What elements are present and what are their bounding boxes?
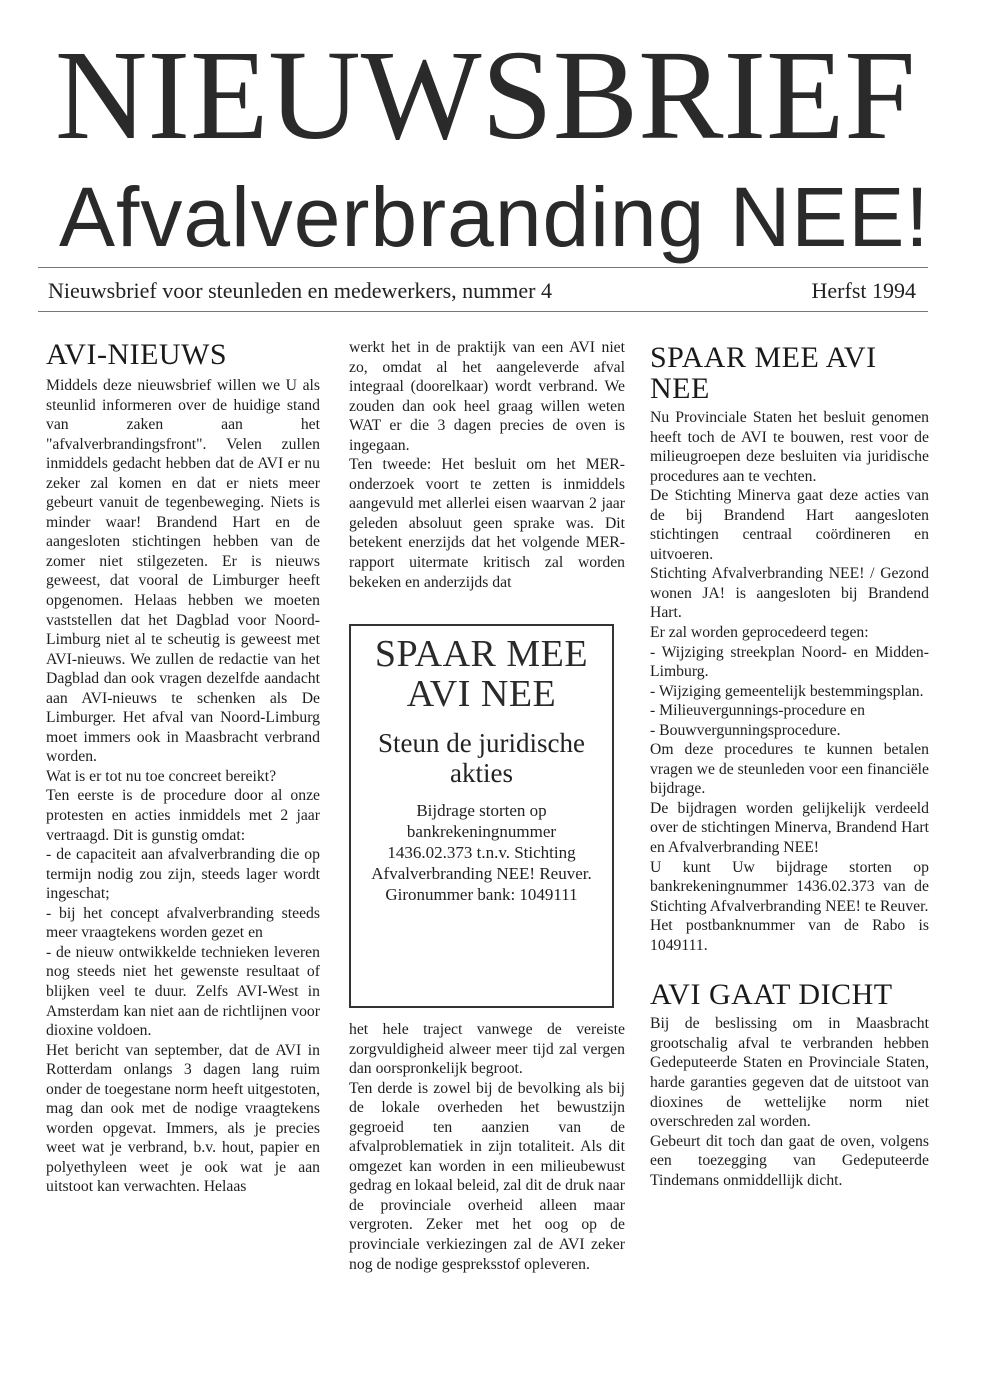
section-title-spaar-mee: SPAAR MEE AVI NEE (650, 341, 877, 405)
promo-box (349, 624, 614, 1008)
paragraph-first: Ten eerste is de procedure door al onze protesten en acties inmiddels met 2 jaar vertraagd. Dit is gunstig omdat: (46, 787, 320, 844)
header-rule-top (38, 267, 928, 268)
paragraph-september: Het bericht van september, dat de AVI in Rotterdam onlangs 3 dagen lang ruim onder de toegestane norm heeft uitgestoten, mag dan ook met de nodige vraagtekens worden opgevat. Immers, als je precies weet wat je verbrand, b.v. hout, papier en polyethyleen weet je ook wat je aan uitstoot kan verwachten. Helaas (46, 1041, 320, 1196)
paragraph-procedures-intro: Er zal worden geprocedeerd tegen: (650, 624, 869, 642)
paragraph-continued: werkt het in de praktijk van een AVI niet zo, omdat al het aangeleverde afval integraal (doorelkaar) wordt verbrand. We zouden dan ook heel graag willen weten WAT er die 3 dagen precies de oven is ingegaan. (349, 339, 625, 454)
paragraph-distribution: De bijdragen worden gelijkelijk verdeeld over de stichtingen Minerva, Brandend Hart en Afvalverbranding NEE! (650, 799, 929, 857)
list-item-bestemmingsplan: - Wijziging gemeentelijk bestemmingsplan. (650, 682, 924, 700)
promo-body: Bijdrage storten op bankrekeningnummer 1436.02.373 t.n.v. Stichting Afvalverbranding NEE! Reuver. Gironummer bank: 1049111 (371, 801, 592, 904)
paragraph-provinciale-staten: Nu Provinciale Staten het besluit genomen heeft toch de AVI te bouwen, rest voor de milieugroepen deze besluiten via juridische procedures aan te vechten. (650, 409, 929, 485)
column-middle-top (349, 338, 625, 592)
newsletter-subtitle: Afvalverbranding NEE! (59, 170, 930, 264)
newsletter-title: NIEUWSBRIEF (55, 24, 916, 166)
header-rule-bottom (38, 311, 928, 312)
list-item-milieuvergunning: - Milieuvergunnings-procedure en (650, 702, 865, 720)
paragraph-oven-closes: Gebeurt dit toch dan gaat de oven, volgens een toezegging van Gedeputeerde Tindemans onmiddellijk dicht. (650, 1132, 929, 1189)
issue-line (48, 277, 916, 305)
issue-season: Herfst 1994 (811, 278, 916, 303)
list-item-streekplan: - Wijziging streekplan Noord- en Midden-Limburg. (650, 643, 929, 681)
column-middle-bottom (349, 1020, 625, 1274)
paragraph-financial: Om deze procedures te kunnen betalen vragen we de steunleden voor een financiële bijdrage. (650, 741, 929, 798)
paragraph-third: Ten derde is zowel bij de bevolking als bij de lokale overheden het bewustzijn gegroeid ten aanzien van de afvalproblematiek in zijn totaliteit. Als dit omgezet kan worden in een milieubewust gedrag en lokaal beleid, zal dit de druk naar de provinciale overheid alleen maar vergroten. Zeker met het oog op de provinciale verkiezingen zal de AVI zeker nog de nodige gespreksstof opleveren. (349, 1079, 625, 1273)
paragraph-minerva: De Stichting Minerva gaat deze acties van de bij Brandend Hart aangesloten stichtingen centraal coördineren en uitvoeren. (650, 487, 929, 563)
list-item-bouwvergunning: - Bouwvergunningsprocedure. (650, 721, 841, 739)
paragraph-guarantees: Bij de beslissing om in Maasbracht grootschalig afval te verbranden hebben Gedeputeerde Staten en Provinciale Staten, harde garanties gegeven dat de uitstoot van dioxines de wettelijke norm niet overschreden zal worden. (650, 1015, 929, 1131)
paragraph-gezond-wonen: Stichting Afvalverbranding NEE! / Gezond wonen JA! is aangesloten bij Brandend Hart. (650, 565, 929, 622)
bullet-capacity: - de capaciteit aan afvalverbranding die op termijn nodig zou zijn, steeds lager wordt ingeschat; (46, 846, 320, 903)
column-avi-nieuws (46, 338, 320, 1197)
paragraph-question: Wat is er tot nu toe concreet bereikt? (46, 767, 277, 785)
section-title-avi-nieuws: AVI-NIEUWS (46, 338, 228, 371)
promo-title: SPAAR MEE AVI NEE (374, 633, 589, 715)
bullet-concept: - bij het concept afvalverbranding steeds meer vraagtekens worden gezet en (46, 904, 320, 942)
column-right (650, 342, 929, 1190)
issue-description: Nieuwsbrief voor steunleden en medewerkers, nummer 4 (48, 278, 553, 303)
paragraph-intro: Middels deze nieuwsbrief willen we U als steunlid informeren over de huidige stand van zaken aan het "afvalverbrandingsfront". Velen zullen inmiddels gedacht hebben dat de AVI er nu zeker zal komen en dat er niets meer gebeurt vanuit de tegenbeweging. Niets is minder waar! Brandend Hart en de aangesloten stichtingen hebben van de zomer niet stilgezeten. Er is nieuws geweest, dat vooral de Limburger heeft opgenomen. Helaas hebben we moeten vaststellen dat het Dagblad voor Noord-Limburg niet al te scheutig is geweest met AVI-nieuws. We zullen de redactie van het Dagblad dan ook vragen dezelfde aandacht aan AVI-nieuws te schenken als De Limburger. Het afval van Noord-Limburg moet immers ook in Maasbracht verbrand worden. (46, 377, 320, 766)
paragraph-postbank: Het postbanknummer van de Rabo is 1049111. (650, 917, 929, 954)
section-title-avi-gaat-dicht: AVI GAAT DICHT (650, 978, 893, 1012)
bullet-techniques: - de nieuw ontwikkelde technieken leveren nog steeds niet het gewenste resultaat of blijken veel te duur. Zelfs AVI-West in Amsterdam kan niet aan de richtlijnen voor dioxine voldoen. (46, 943, 320, 1040)
paragraph-continued-2: het hele traject vanwege de vereiste zorgvuldigheid alweer meer tijd zal vergen dan oorspronkelijk begroot. (349, 1021, 625, 1078)
paragraph-bank-account: U kunt Uw bijdrage storten op bankrekeningnummer 1436.02.373 van de Stichting Afvalverbranding NEE! te Reuver. (650, 858, 929, 915)
promo-subtitle: Steun de juridische akties (378, 728, 585, 788)
paragraph-second: Ten tweede: Het besluit om het MER-onderzoek voort te zetten is inmiddels aangevuld met allerlei eisen waarvan 2 jaar geleden absoluut geen sprake was. Dit betekent enerzijds dat het volgende MER-rapport uitermate kritisch zal worden bekeken en anderzijds dat (349, 456, 625, 591)
